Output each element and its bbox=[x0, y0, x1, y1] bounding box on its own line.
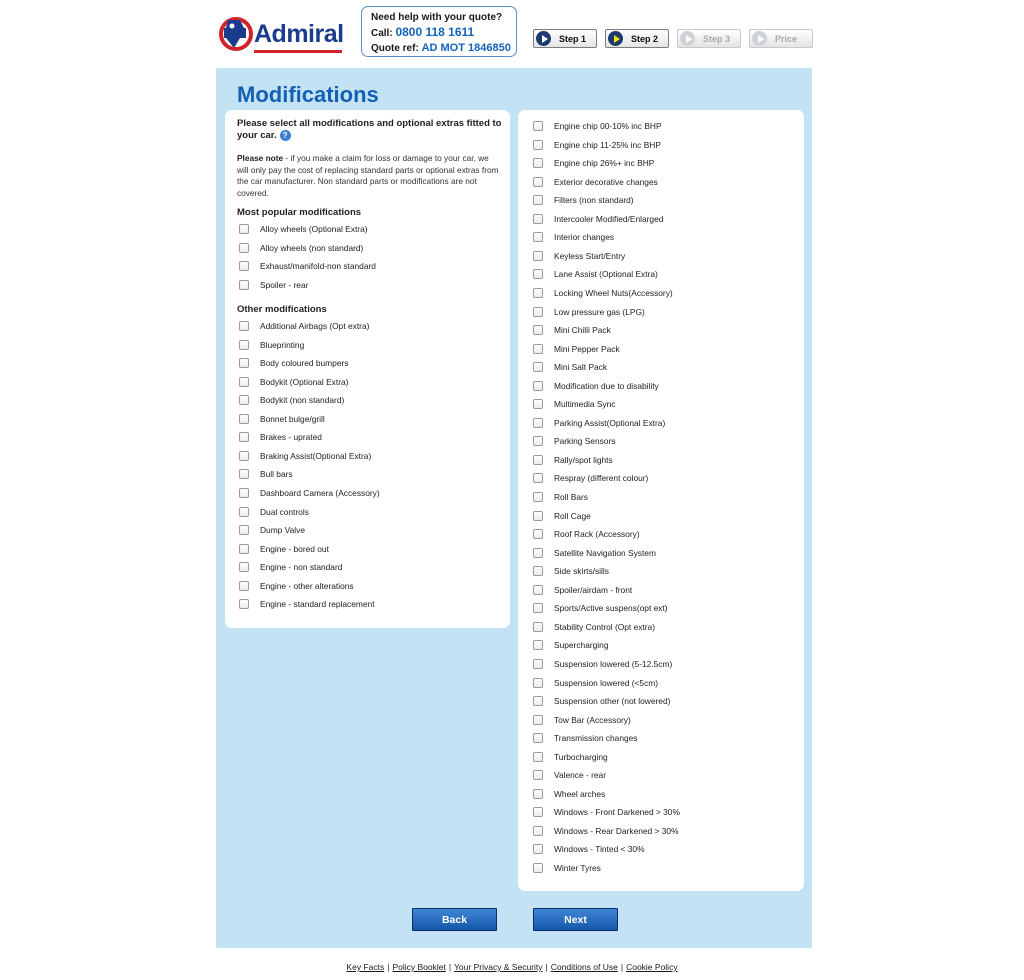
checkbox[interactable] bbox=[239, 224, 249, 234]
option-label: Alloy wheels (Optional Extra) bbox=[260, 224, 368, 234]
checkbox[interactable] bbox=[239, 432, 249, 442]
checkbox[interactable] bbox=[533, 770, 543, 780]
option-label: Bodykit (non standard) bbox=[260, 395, 345, 406]
other-left-option[interactable] bbox=[239, 597, 375, 611]
option-label: Supercharging bbox=[554, 640, 609, 651]
option-label: Bonnet bulge/grill bbox=[260, 413, 325, 424]
footer-link[interactable]: Policy Booklet bbox=[392, 962, 446, 972]
checkbox[interactable] bbox=[239, 599, 249, 609]
note-bold: Please note bbox=[237, 153, 284, 163]
other-left-option[interactable] bbox=[239, 356, 348, 370]
next-button[interactable]: Next bbox=[533, 908, 618, 931]
other-right-option[interactable] bbox=[533, 564, 609, 578]
checkbox[interactable] bbox=[533, 603, 543, 613]
other-left-option[interactable] bbox=[239, 579, 354, 593]
step-label: Step 3 bbox=[703, 33, 731, 44]
option-label: Engine chip 00-10% inc BHP bbox=[554, 121, 662, 131]
checkbox[interactable] bbox=[533, 473, 543, 483]
other-right-option[interactable] bbox=[533, 842, 645, 856]
other-left-option[interactable] bbox=[239, 542, 329, 556]
quote-ref-label: Quote ref: bbox=[371, 43, 419, 54]
other-left-option[interactable] bbox=[239, 393, 344, 407]
progress-steps bbox=[533, 29, 813, 48]
checkbox[interactable] bbox=[533, 659, 543, 669]
other-right-option[interactable] bbox=[533, 212, 663, 226]
checkbox[interactable] bbox=[533, 492, 543, 502]
option-label: Spoiler - rear bbox=[260, 279, 309, 290]
quote-ref: AD MOT 1846850 bbox=[421, 42, 511, 54]
footer-link[interactable]: Key Facts bbox=[346, 962, 385, 972]
other-right-option[interactable] bbox=[533, 230, 614, 244]
option-label: Satellite Navigation System bbox=[554, 547, 656, 558]
option-label: Dual controls bbox=[260, 506, 309, 517]
option-label: Engine - other alterations bbox=[260, 580, 354, 591]
footer-links bbox=[0, 962, 1024, 972]
option-label: Suspension lowered (5-12.5cm) bbox=[554, 658, 673, 669]
checkbox[interactable] bbox=[239, 377, 249, 387]
other-left-option[interactable] bbox=[239, 560, 342, 574]
option-label: Spoiler/airdam - front bbox=[554, 584, 633, 595]
checkbox[interactable] bbox=[533, 362, 543, 372]
other-right-option[interactable] bbox=[533, 138, 661, 152]
checkbox[interactable] bbox=[533, 436, 543, 446]
other-right-option[interactable] bbox=[533, 527, 640, 541]
checkbox[interactable] bbox=[533, 288, 543, 298]
option-label: Tow Bar (Accessory) bbox=[554, 714, 631, 725]
other-left-option[interactable] bbox=[239, 412, 325, 426]
checkbox[interactable] bbox=[533, 214, 543, 224]
option-label: Low pressure gas (LPG) bbox=[554, 306, 645, 317]
option-label: Sports/Active suspens(opt ext) bbox=[554, 603, 668, 614]
other-right-option[interactable] bbox=[533, 509, 591, 523]
option-label: Side skirts/sills bbox=[554, 566, 609, 577]
help-box bbox=[361, 6, 517, 57]
other-right-option[interactable] bbox=[533, 676, 658, 690]
option-label: Blueprinting bbox=[260, 339, 305, 350]
option-label: Turbocharging bbox=[554, 751, 608, 762]
other-right-option[interactable] bbox=[533, 731, 637, 745]
other-left-option[interactable] bbox=[239, 375, 348, 389]
page-title: Modifications bbox=[237, 82, 379, 107]
other-left-option[interactable] bbox=[239, 467, 293, 481]
checkbox[interactable] bbox=[239, 581, 249, 591]
other-right-option[interactable] bbox=[533, 601, 668, 615]
brand-name: Admiral bbox=[254, 19, 344, 48]
footer-separator: | bbox=[620, 962, 624, 972]
checkbox[interactable] bbox=[533, 863, 543, 873]
checkbox[interactable] bbox=[533, 752, 543, 762]
phone-line bbox=[371, 25, 516, 41]
other-left-option[interactable] bbox=[239, 338, 304, 352]
checkbox[interactable] bbox=[533, 529, 543, 539]
option-label: Dump Valve bbox=[260, 525, 305, 536]
other-right-option[interactable] bbox=[533, 323, 611, 337]
step-arrow-icon bbox=[608, 31, 623, 46]
intro-text bbox=[237, 118, 503, 142]
other-left-option[interactable] bbox=[239, 319, 369, 333]
other-right-option[interactable] bbox=[533, 119, 662, 133]
checkbox[interactable] bbox=[533, 789, 543, 799]
checkbox[interactable] bbox=[533, 844, 543, 854]
step-arrow-icon bbox=[680, 31, 695, 46]
option-label: Engine - standard replacement bbox=[260, 599, 375, 610]
option-label: Engine - non standard bbox=[260, 562, 343, 573]
step-3 bbox=[677, 29, 741, 48]
checkbox[interactable] bbox=[239, 544, 249, 554]
checkbox[interactable] bbox=[239, 488, 249, 498]
option-label: Intercooler Modified/Enlarged bbox=[554, 213, 664, 224]
back-button[interactable]: Back bbox=[412, 908, 497, 931]
checkbox[interactable] bbox=[533, 826, 543, 836]
other-right-option[interactable] bbox=[533, 805, 680, 819]
option-label: Suspension lowered (<5cm) bbox=[554, 677, 659, 688]
other-right-option[interactable] bbox=[533, 249, 625, 263]
other-right-option[interactable] bbox=[533, 156, 654, 170]
option-label: Rally/spot lights bbox=[554, 454, 613, 465]
option-label: Bull bars bbox=[260, 469, 293, 480]
checkbox[interactable] bbox=[239, 340, 249, 350]
checkbox[interactable] bbox=[239, 562, 249, 572]
option-label: Bodykit (Optional Extra) bbox=[260, 376, 349, 387]
other-right-option[interactable] bbox=[533, 471, 648, 485]
checkbox[interactable] bbox=[533, 807, 543, 817]
intro-label: Please select all modifications and optional extras fitted to your car. bbox=[237, 118, 502, 142]
other-right-option[interactable] bbox=[533, 787, 605, 801]
option-label: Body coloured bumpers bbox=[260, 358, 349, 369]
step-label: Step 2 bbox=[631, 33, 659, 44]
option-label: Transmission changes bbox=[554, 733, 638, 744]
checkbox[interactable] bbox=[533, 158, 543, 168]
footer-link[interactable]: Conditions of Use bbox=[550, 962, 618, 972]
checkbox[interactable] bbox=[533, 511, 543, 521]
option-label: Valence - rear bbox=[554, 770, 606, 781]
other-right-option[interactable] bbox=[533, 861, 601, 875]
option-label: Windows - Rear Darkened > 30% bbox=[554, 825, 679, 836]
checkbox[interactable] bbox=[533, 733, 543, 743]
admiral-emblem-icon bbox=[218, 14, 258, 54]
option-label: Modification due to disability bbox=[554, 380, 659, 391]
footer-separator: | bbox=[387, 962, 390, 972]
checkbox[interactable] bbox=[533, 344, 543, 354]
option-label: Engine chip 26%+ inc BHP bbox=[554, 158, 655, 169]
popular-heading: Most popular modifications bbox=[237, 207, 362, 218]
option-label: Multimedia Sync bbox=[554, 399, 616, 410]
option-label: Additional Airbags (Opt extra) bbox=[260, 321, 370, 331]
other-left-option[interactable] bbox=[239, 430, 322, 444]
checkbox[interactable] bbox=[533, 548, 543, 558]
checkbox[interactable] bbox=[239, 525, 249, 535]
other-right-option[interactable] bbox=[533, 824, 679, 838]
option-label: Exterior decorative changes bbox=[554, 176, 658, 187]
phone-number: 0800 118 1611 bbox=[395, 25, 475, 39]
checkbox[interactable] bbox=[533, 678, 543, 688]
step-label: Price bbox=[775, 33, 798, 44]
checkbox[interactable] bbox=[533, 381, 543, 391]
option-label: Parking Assist(Optional Extra) bbox=[554, 417, 666, 428]
option-label: Dashboard Camera (Accessory) bbox=[260, 487, 380, 498]
checkbox[interactable] bbox=[239, 243, 249, 253]
step-arrow-icon bbox=[536, 31, 551, 46]
option-label: Locking Wheel Nuts(Accessory) bbox=[554, 287, 673, 298]
checkbox[interactable] bbox=[239, 451, 249, 461]
option-label: Windows - Front Darkened > 30% bbox=[554, 807, 680, 818]
option-label: Brakes - uprated bbox=[260, 432, 322, 443]
checkbox[interactable] bbox=[533, 455, 543, 465]
help-icon[interactable]: ? bbox=[280, 130, 291, 141]
option-label: Mini Chilli Pack bbox=[554, 325, 611, 336]
option-label: Wheel arches bbox=[554, 788, 606, 799]
other-right-option[interactable] bbox=[533, 638, 608, 652]
other-heading: Other modifications bbox=[237, 304, 327, 315]
other-left-option[interactable] bbox=[239, 486, 380, 500]
footer-separator: | bbox=[545, 962, 548, 972]
quote-ref-line bbox=[371, 41, 516, 56]
checkbox[interactable] bbox=[533, 140, 543, 150]
checkbox[interactable] bbox=[533, 622, 543, 632]
other-right-option[interactable] bbox=[533, 286, 673, 300]
option-label: Braking Assist(Optional Extra) bbox=[260, 450, 372, 461]
option-label: Roll Bars bbox=[554, 492, 588, 502]
other-right-option[interactable] bbox=[533, 416, 665, 430]
checkbox[interactable] bbox=[533, 177, 543, 187]
popular-option[interactable] bbox=[239, 259, 376, 273]
other-right-option[interactable] bbox=[533, 750, 608, 764]
checkbox[interactable] bbox=[533, 195, 543, 205]
option-label: Parking Sensors bbox=[554, 436, 616, 447]
checkbox[interactable] bbox=[533, 640, 543, 650]
popular-option[interactable] bbox=[239, 278, 308, 292]
checkbox[interactable] bbox=[533, 269, 543, 279]
checkbox[interactable] bbox=[533, 418, 543, 428]
step-arrow-icon bbox=[752, 31, 767, 46]
checkbox[interactable] bbox=[533, 696, 543, 706]
checkbox[interactable] bbox=[239, 469, 249, 479]
other-right-option[interactable] bbox=[533, 434, 615, 448]
note-body: - if you make a claim for loss or damage to your car, we will only pay the cost of replacing standard parts or optional extras from the car manufacturer. Non standard parts or modifications are not covered. bbox=[237, 153, 499, 198]
option-label: Interior changes bbox=[554, 232, 615, 243]
option-label: Lane Assist (Optional Extra) bbox=[554, 269, 658, 280]
other-right-option[interactable] bbox=[533, 267, 658, 281]
option-label: Windows - Tinted < 30% bbox=[554, 844, 645, 855]
checkbox[interactable] bbox=[239, 507, 249, 517]
checkbox[interactable] bbox=[533, 307, 543, 317]
other-right-option[interactable] bbox=[533, 694, 670, 708]
footer-link[interactable]: Your Privacy & Security bbox=[454, 962, 543, 972]
help-title: Need help with your quote? bbox=[371, 12, 503, 23]
other-right-option[interactable] bbox=[533, 713, 631, 727]
step-4 bbox=[749, 29, 813, 48]
other-right-option[interactable] bbox=[533, 305, 645, 319]
option-label: Mini Salt Pack bbox=[554, 362, 608, 373]
option-label: Alloy wheels (non standard) bbox=[260, 242, 364, 253]
checkbox[interactable] bbox=[533, 325, 543, 335]
checkbox[interactable] bbox=[533, 399, 543, 409]
popular-option[interactable] bbox=[239, 241, 363, 255]
checkbox[interactable] bbox=[533, 232, 543, 242]
option-label: Respray (different colour) bbox=[554, 473, 649, 484]
checkbox[interactable] bbox=[533, 251, 543, 261]
checkbox[interactable] bbox=[533, 715, 543, 725]
checkbox[interactable] bbox=[239, 321, 249, 331]
checkbox[interactable] bbox=[239, 358, 249, 368]
option-label: Engine chip 11-25% inc BHP bbox=[554, 139, 661, 150]
option-label: Suspension other (not lowered) bbox=[554, 696, 671, 707]
option-label: Roll Cage bbox=[554, 510, 591, 521]
other-right-option[interactable] bbox=[533, 193, 634, 207]
other-right-option[interactable] bbox=[533, 342, 620, 356]
checkbox[interactable] bbox=[239, 280, 249, 290]
checkbox[interactable] bbox=[533, 566, 543, 576]
checkbox[interactable] bbox=[239, 414, 249, 424]
step-label: Step 1 bbox=[559, 33, 587, 44]
checkbox[interactable] bbox=[239, 261, 249, 271]
footer-separator: | bbox=[448, 962, 452, 972]
other-right-option[interactable] bbox=[533, 546, 656, 560]
step-2 bbox=[605, 29, 669, 48]
option-label: Roof Rack (Accessory) bbox=[554, 529, 640, 540]
other-right-option[interactable] bbox=[533, 768, 606, 782]
other-right-option[interactable] bbox=[533, 657, 672, 671]
option-label: Winter Tyres bbox=[554, 863, 601, 873]
other-right-option[interactable] bbox=[533, 397, 615, 411]
other-right-option[interactable] bbox=[533, 453, 613, 467]
checkbox[interactable] bbox=[533, 585, 543, 595]
admiral-logo[interactable] bbox=[218, 12, 344, 56]
other-left-option[interactable] bbox=[239, 523, 305, 537]
note-text bbox=[237, 153, 499, 199]
option-label: Mini Pepper Pack bbox=[554, 343, 620, 354]
option-label: Keyless Start/Entry bbox=[554, 250, 626, 261]
footer-link[interactable]: Cookie Policy bbox=[626, 962, 678, 972]
option-label: Exhaust/manifold-non standard bbox=[260, 261, 376, 272]
checkbox[interactable] bbox=[533, 121, 543, 131]
step-1 bbox=[533, 29, 597, 48]
other-left-option[interactable] bbox=[239, 449, 371, 463]
other-right-option[interactable] bbox=[533, 620, 655, 634]
other-right-option[interactable] bbox=[533, 583, 632, 597]
option-label: Stability Control (Opt extra) bbox=[554, 621, 655, 632]
other-right-option[interactable] bbox=[533, 360, 607, 374]
option-label: Engine - bored out bbox=[260, 543, 329, 554]
checkbox[interactable] bbox=[239, 395, 249, 405]
brand-underline bbox=[254, 50, 342, 53]
other-left-option[interactable] bbox=[239, 505, 309, 519]
other-right-option[interactable] bbox=[533, 175, 658, 189]
other-right-option[interactable] bbox=[533, 379, 659, 393]
popular-option[interactable] bbox=[239, 222, 368, 236]
option-label: Filters (non standard) bbox=[554, 195, 634, 206]
call-label: Call: bbox=[371, 28, 393, 39]
other-right-option[interactable] bbox=[533, 490, 588, 504]
